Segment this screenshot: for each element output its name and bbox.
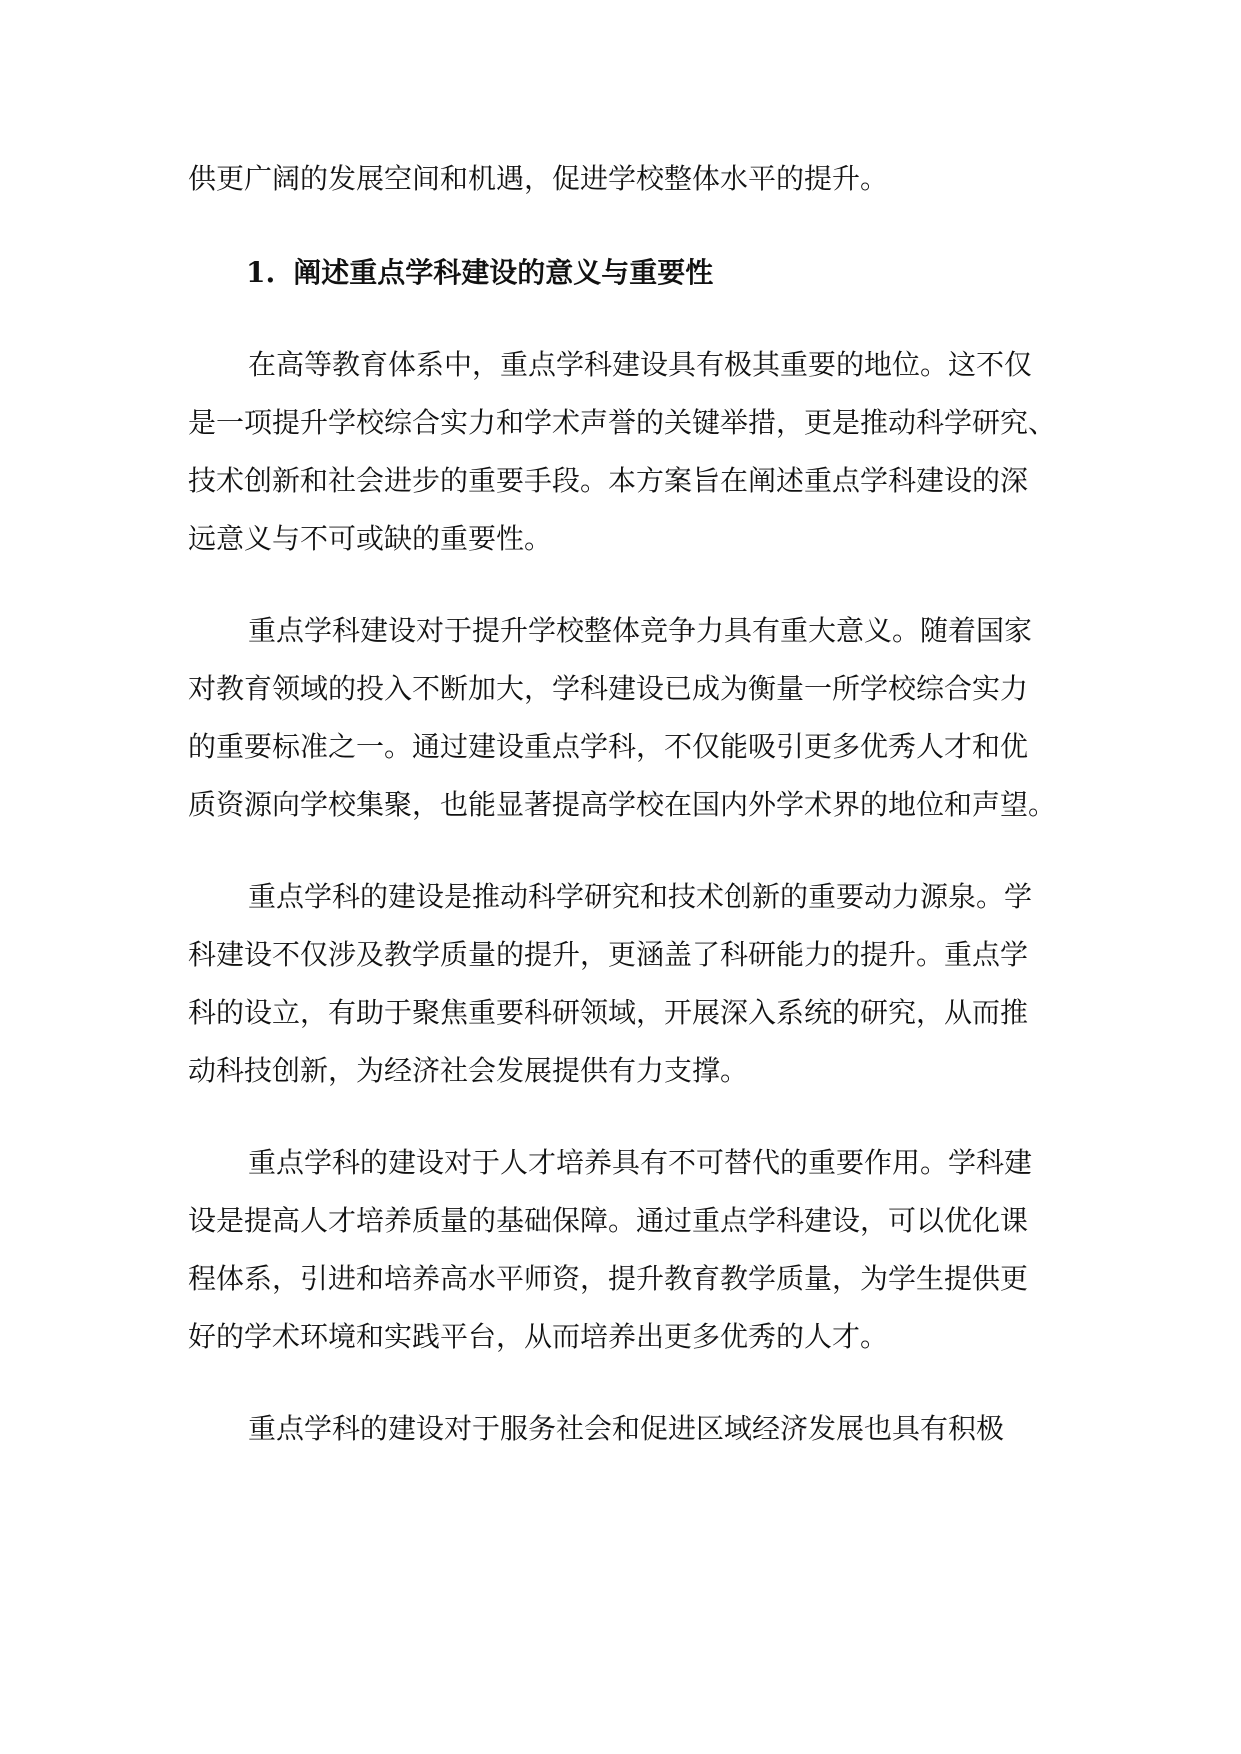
- paragraph-line: 技术创新和社会进步的重要手段。本方案旨在阐述重点学科建设的深: [188, 464, 1029, 497]
- paragraph-1: [188, 336, 1056, 568]
- section-number: 1.: [246, 256, 276, 289]
- paragraph-line: 好的学术环境和实践平台，从而培养出更多优秀的人才。: [188, 1320, 889, 1353]
- opening-fragment: 供更广阔的发展空间和机遇，促进学校整体水平的提升。: [188, 162, 889, 195]
- section-title: 阐述重点学科建设的意义与重要性: [293, 256, 714, 289]
- paragraph-5: [188, 1400, 1056, 1458]
- paragraph-line: 对教育领域的投入不断加大，学科建设已成为衡量一所学校综合实力: [188, 672, 1029, 705]
- paragraph-3: [188, 868, 1056, 1100]
- paragraph-line: 重点学科的建设是推动科学研究和技术创新的重要动力源泉。学: [248, 880, 1033, 913]
- paragraph-line: 的重要标准之一。通过建设重点学科，不仅能吸引更多优秀人才和优: [188, 730, 1029, 763]
- paragraph-4: [188, 1134, 1056, 1366]
- paragraph-line: 科的设立，有助于聚焦重要科研领域，开展深入系统的研究，从而推: [188, 996, 1029, 1029]
- paragraph-line: 是一项提升学校综合实力和学术声誉的关键举措，更是推动科学研究、: [188, 406, 1057, 439]
- paragraph-line: 动科技创新，为经济社会发展提供有力支撑。: [188, 1054, 749, 1087]
- paragraph-line: 质资源向学校集聚，也能显著提高学校在国内外学术界的地位和声望。: [188, 788, 1057, 821]
- paragraph-line: 在高等教育体系中，重点学科建设具有极其重要的地位。这不仅: [248, 348, 1033, 381]
- paragraph-line: 远意义与不可或缺的重要性。: [188, 522, 553, 555]
- section-heading: [188, 244, 1056, 302]
- paragraph-line: 重点学科建设对于提升学校整体竞争力具有重大意义。随着国家: [248, 614, 1033, 647]
- paragraph-line: 程体系，引进和培养高水平师资，提升教育教学质量，为学生提供更: [188, 1262, 1029, 1295]
- paragraph-line: 设是提高人才培养质量的基础保障。通过重点学科建设，可以优化课: [188, 1204, 1029, 1237]
- paragraph-line: 重点学科的建设对于人才培养具有不可替代的重要作用。学科建: [248, 1146, 1033, 1179]
- document-body: [188, 150, 1056, 1458]
- paragraph-line: 重点学科的建设对于服务社会和促进区域经济发展也具有积极: [248, 1412, 1005, 1445]
- paragraph-line: 科建设不仅涉及教学质量的提升，更涵盖了科研能力的提升。重点学: [188, 938, 1029, 971]
- paragraph-2: [188, 602, 1056, 834]
